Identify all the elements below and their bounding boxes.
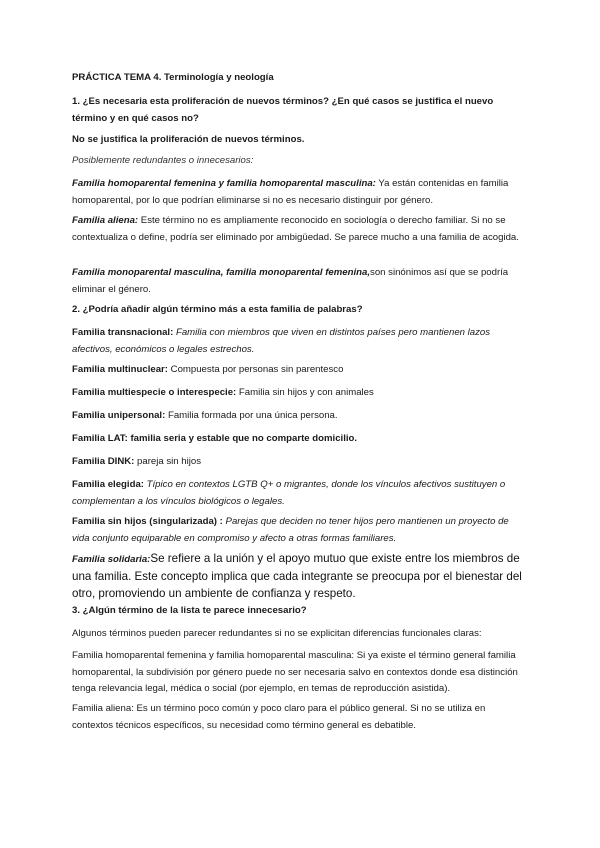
question-2: 2. ¿Podría añadir algún término más a esta familia de palabras? [72, 304, 363, 315]
new-term-item [72, 514, 528, 547]
new-term-item [72, 408, 528, 425]
new-term-item [72, 325, 528, 358]
definition: Familia con miembros que viven en distintos países pero mantienen lazos afectivos, económicos o legales estrechos. [72, 327, 491, 355]
term: Familia sin hijos (singularizada) : [72, 516, 223, 527]
term: Familia solidaria: [72, 554, 151, 565]
paragraph: Algunos términos pueden parecer redundantes si no se explicitan diferencias funcionales claras: [72, 628, 482, 639]
term: Familia LAT: [72, 433, 128, 444]
definition: Parejas que deciden no tener hijos pero mantienen un proyecto de vida conjunto equiparable en compromiso y afecto a otras formas familiares. [72, 516, 509, 544]
term: Familia transnacional: [72, 327, 174, 338]
term: Familia unipersonal: [72, 410, 166, 421]
term: Familia aliena: [72, 215, 139, 226]
term: Familia multiespecie o interespecie: [72, 387, 237, 398]
definition: Se refiere a la unión y el apoyo mutuo que existe entre los miembros de una familia. Este concepto implica que cada integrante se preocupa por el bienestar del otro, promoviendo un ambiente de confianza y respeto. [72, 552, 522, 600]
question-3: 3. ¿Algún término de la lista te parece innecesario? [72, 605, 307, 616]
answer-1: No se justifica la proliferación de nuevos términos. [72, 134, 305, 145]
document-title: PRÁCTICA TEMA 4. Terminología y neología [72, 72, 274, 83]
new-term-item [72, 551, 528, 604]
definition: son sinónimos así que se podría eliminar el género. [72, 267, 509, 295]
paragraph: Familia aliena: Es un término poco común y poco claro para el público general. Si no se utiliza en contextos técnicos específicos, su necesidad como término general es debatible. [72, 703, 486, 731]
question-1: 1. ¿Es necesaria esta proliferación de nuevos términos? ¿En qué casos se justifica el nuevo término y en qué casos no? [72, 96, 494, 124]
definition: Familia sin hijos y con animales [236, 387, 374, 398]
new-term-item [72, 385, 528, 402]
definition: familia seria y estable que no comparte domicilio. [127, 433, 358, 444]
term: Familia multinuclear: [72, 364, 168, 375]
term: Familia monoparental masculina, familia monoparental femenina, [72, 267, 371, 278]
definition: Compuesta por personas sin parentesco [167, 364, 344, 375]
term: Familia elegida: [72, 479, 144, 490]
paragraph: Familia homoparental femenina y familia homoparental masculina: Si ya existe el término general familia homoparental, la subdivisión por género puede no ser necesaria salvo en contextos donde esa distinción tenga relevancia legal, médica o social (por ejemplo, en temas de reproducción asistida). [72, 650, 518, 694]
definition: Ya están contenidas en familia homoparental, por lo que podrían eliminarse si no es necesario distinguir por género. [72, 178, 509, 206]
new-term-item [72, 454, 528, 471]
redundant-item [72, 265, 528, 298]
definition: Familia formada por una única persona. [165, 410, 338, 421]
definition: Este término no es ampliamente reconocido en sociología o derecho familiar. Si no se contextualiza o define, podría ser eliminado por ambigüedad. Se parece mucho a una familia de acogida. [72, 215, 519, 243]
definition: pareja sin hijos [134, 456, 202, 467]
new-term-item [72, 362, 528, 379]
redundant-item [72, 213, 528, 246]
term: Familia DINK: [72, 456, 135, 467]
redundant-item [72, 176, 528, 209]
definition: Típico en contextos LGTB Q+ o migrantes, donde los vínculos afectivos sustituyen o complementan a los vínculos biológicos o legales. [72, 479, 506, 507]
term: Familia homoparental femenina y familia homoparental masculina: [72, 178, 376, 189]
new-term-item [72, 477, 528, 510]
new-term-item [72, 431, 528, 448]
redundant-intro: Posiblemente redundantes o innecesarios: [72, 155, 254, 166]
